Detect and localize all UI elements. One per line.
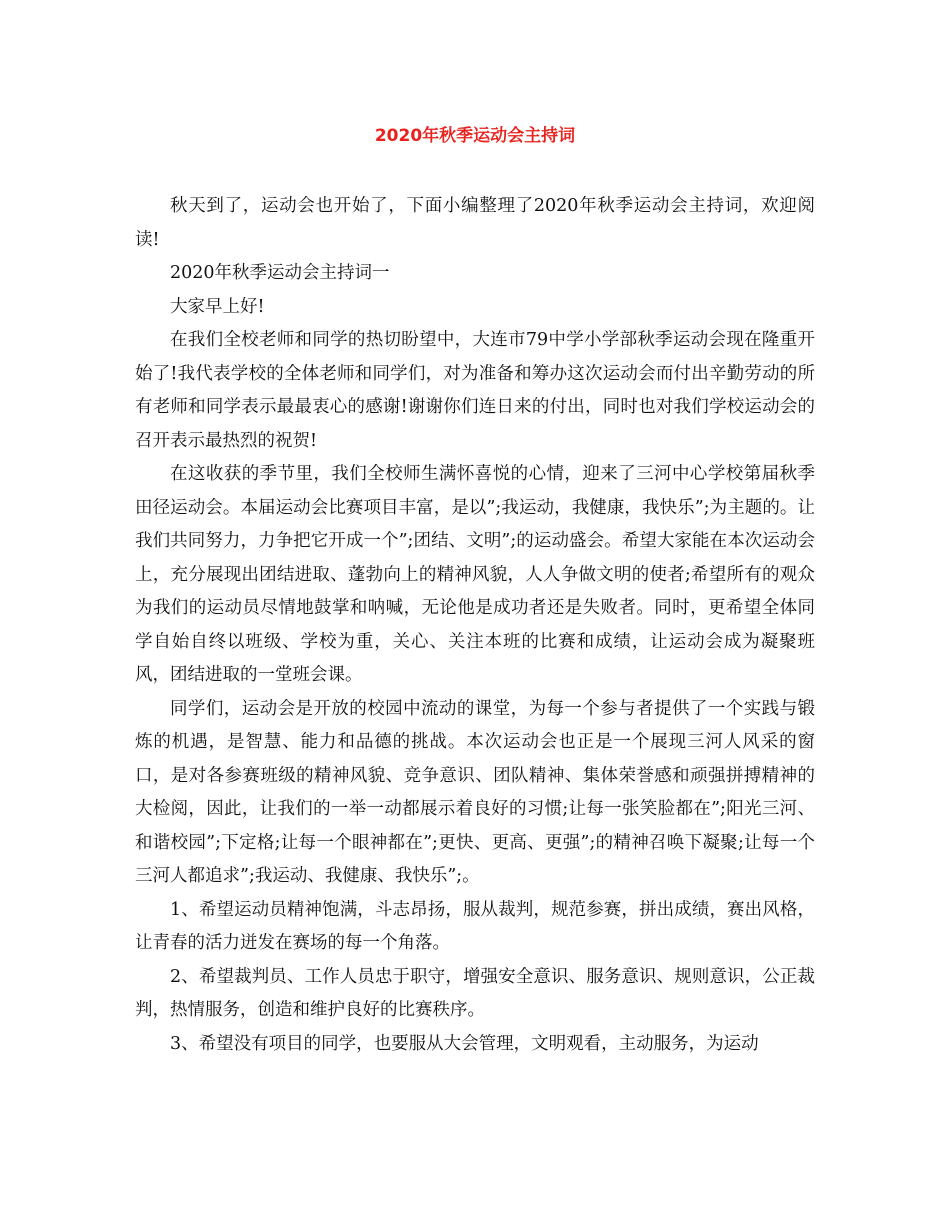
greeting-paragraph: 大家早上好! <box>170 296 265 317</box>
list-item: 1、希望运动员精神饱满，斗志昂扬，服从裁判，规范参赛，拼出成绩，赛出风格，让青春的活力迸发在赛场的每一个角落。 <box>135 899 815 953</box>
section-heading: 2020年秋季运动会主持词一 <box>170 263 390 283</box>
intro-paragraph: 秋天到了，运动会也开始了，下面小编整理了2020年秋季运动会主持词，欢迎阅读! <box>135 196 815 250</box>
body-paragraph: 在这收获的季节里，我们全校师生满怀喜悦的心情，迎来了三河中心学校第届秋季田径运动会。本届运动会比赛项目丰富，是以”;我运动，我健康，我快乐”;为主题的。让我们共同努力，力争把它开成一个”;团结、文明”;的运动盛会。希望大家能在本次运动会上，充分展现出团结进取、蓬勃向上的精神风貌，人人争做文明的使者;希望所有的观众为我们的运动员尽情地鼓掌和呐喊，无论他是成功者还是失败者。同时，更希望全体同学自始自终以班级、学校为重，关心、关注本班的比赛和成绩，让运动会成为凝聚班风，团结进取的一堂班会课。 <box>135 464 815 685</box>
body-paragraph: 在我们全校老师和同学的热切盼望中，大连市79中学小学部秋季运动会现在隆重开始了!我代表学校的全体老师和同学们，对为准备和筹办这次运动会而付出辛勤劳动的所有老师和同学表示最最衷心的感谢!谢谢你们连日来的付出，同时也对我们学校运动会的召开表示最热烈的祝贺! <box>135 330 815 451</box>
document-body <box>135 190 815 1061</box>
list-item: 3、希望没有项目的同学，也要服从大会管理，文明观看，主动服务，为运动 <box>170 1033 759 1054</box>
list-item: 2、希望裁判员、工作人员忠于职守，增强安全意识、服务意识、规则意识，公正裁判，热情服务，创造和维护良好的比赛秩序。 <box>135 966 815 1020</box>
document-title: 2020年秋季运动会主持词 <box>374 126 576 146</box>
body-paragraph: 同学们，运动会是开放的校园中流动的课堂，为每一个参与者提供了一个实践与锻炼的机遇，是智慧、能力和品德的挑战。本次运动会也正是一个展现三河人风采的窗口，是对各参赛班级的精神风貌、竞争意识、团队精神、集体荣誉感和顽强拼搏精神的大检阅，因此，让我们的一举一动都展示着良好的习惯;让每一张笑脸都在”;阳光三河、和谐校园”;下定格;让每一个眼神都在”;更快、更高、更强”;的精神召唤下凝聚;让每一个三河人都追求”;我运动、我健康、我快乐”;。 <box>135 698 815 886</box>
